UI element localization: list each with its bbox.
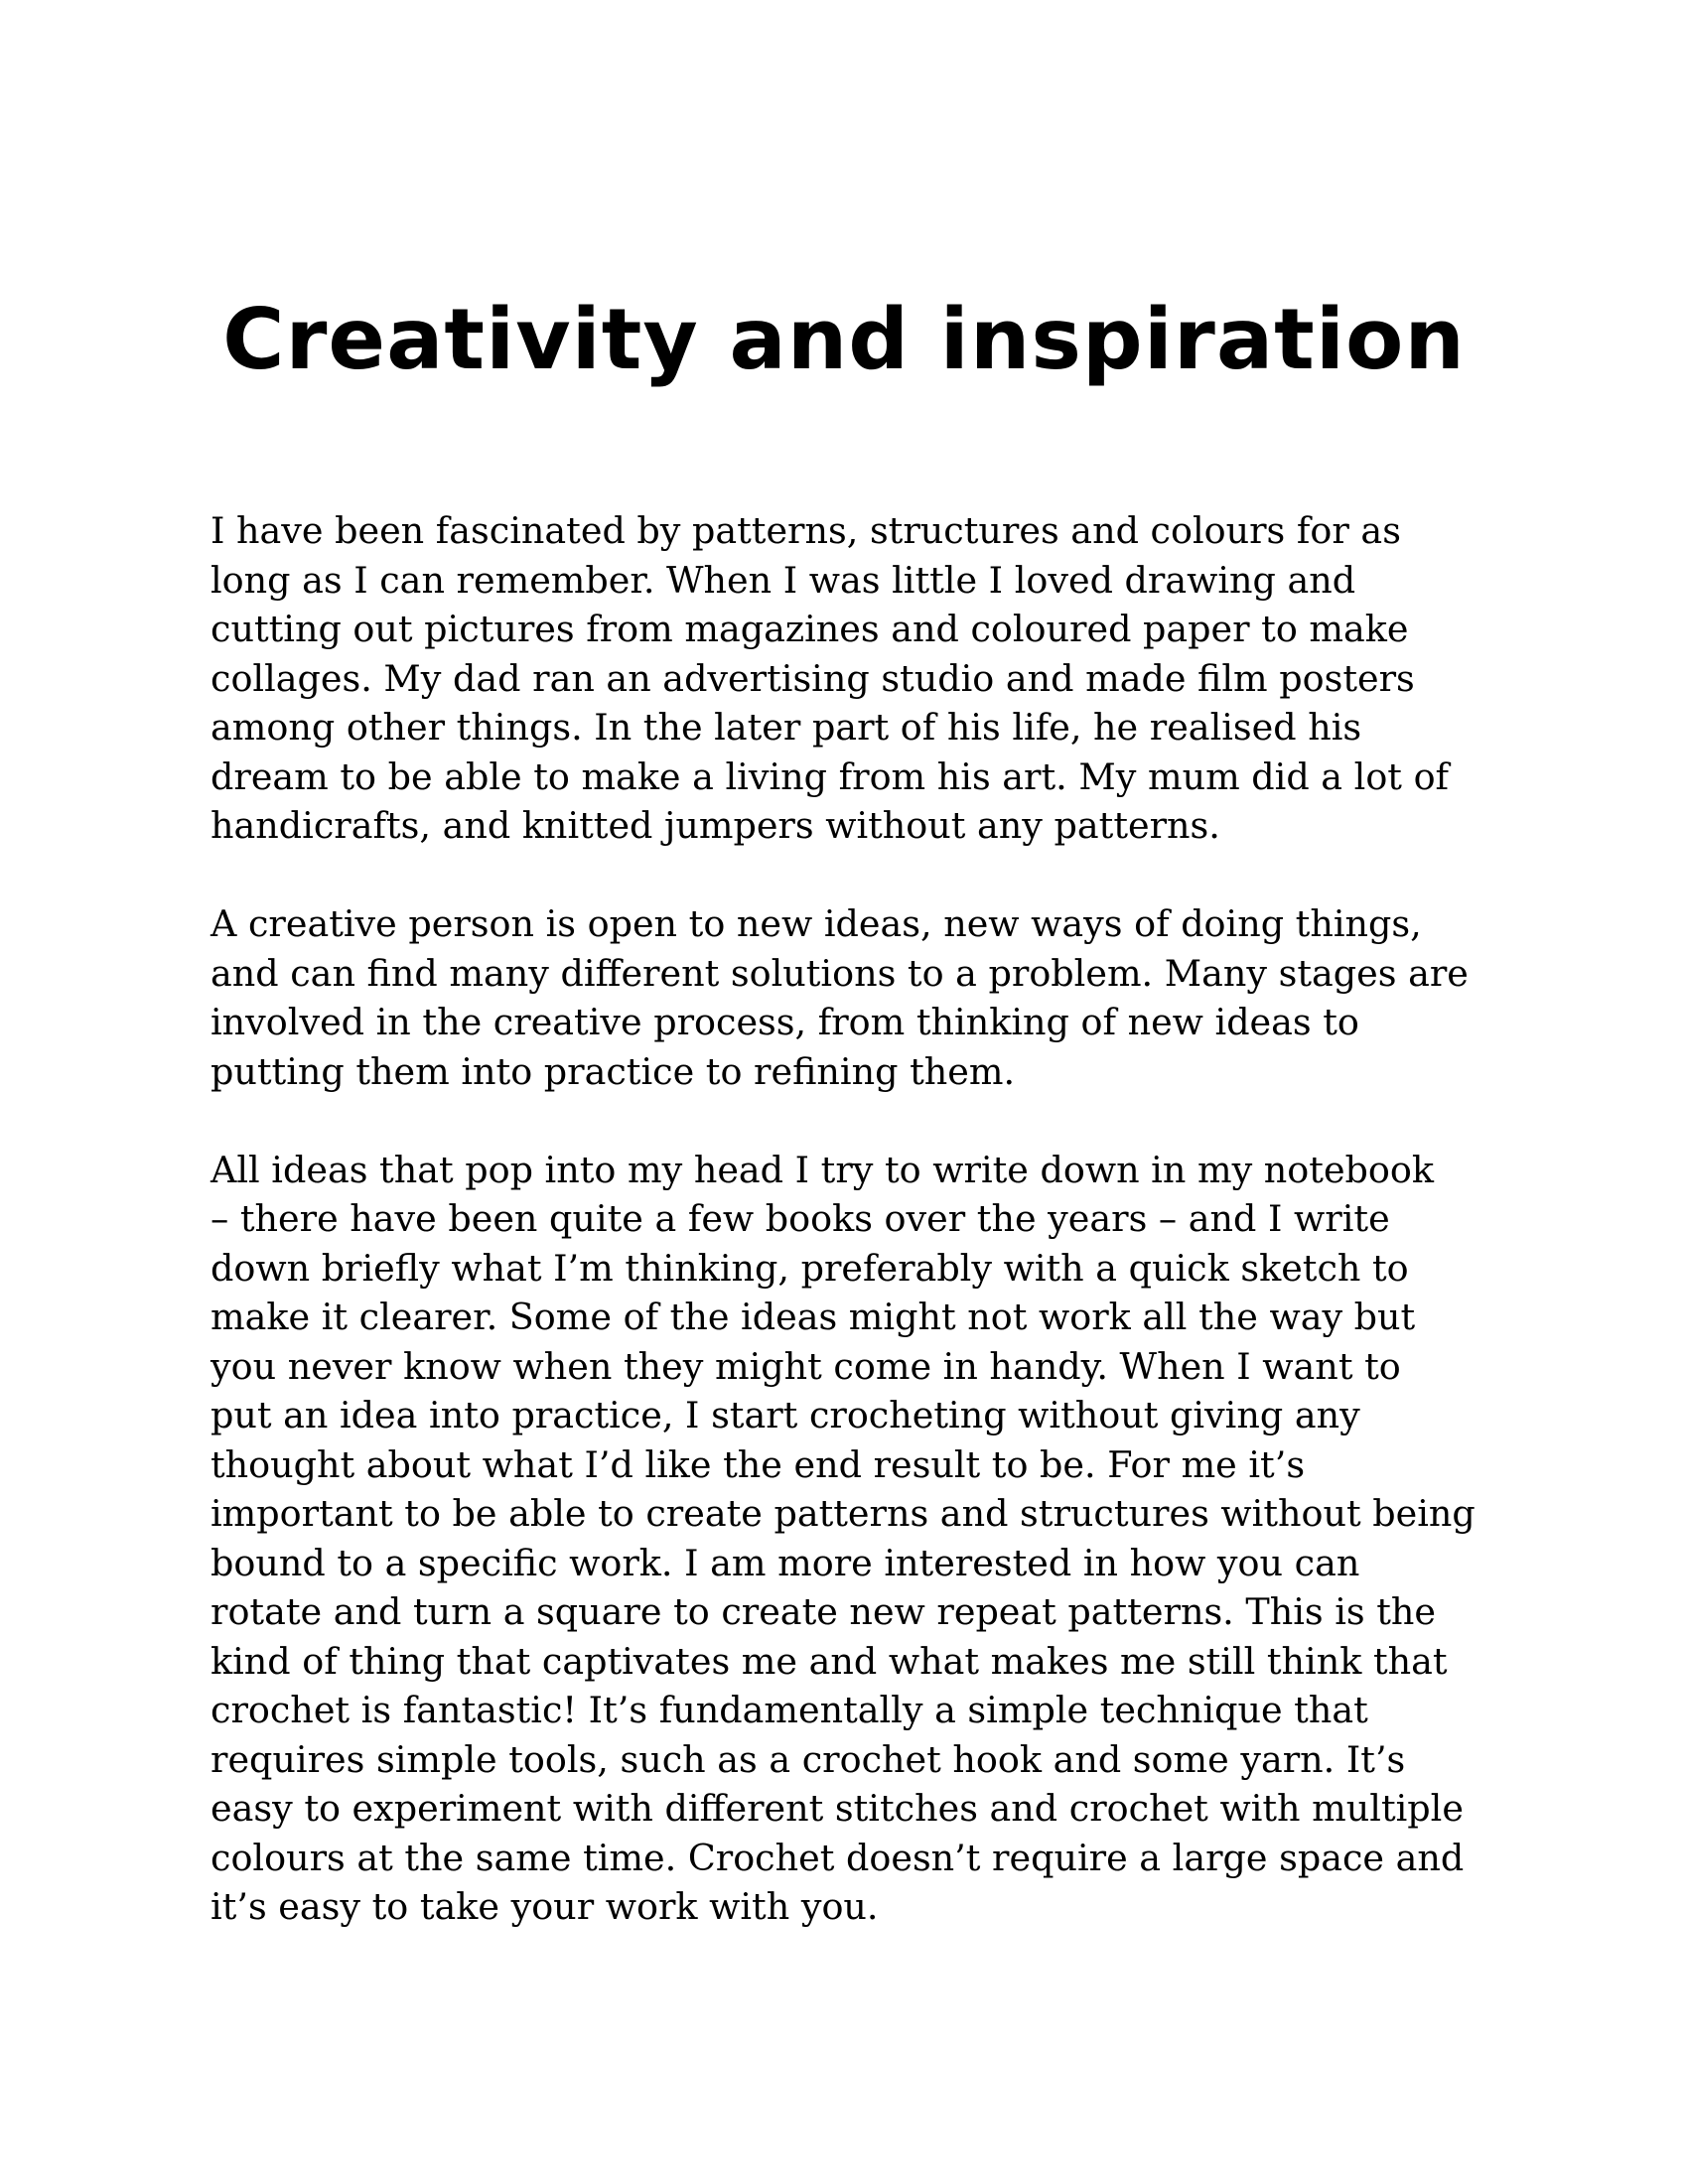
text-line: dream to be able to make a living from his art. My mum did a lot of [211, 754, 1450, 798]
paragraph-spacer [211, 851, 1521, 900]
text-line: put an idea into practice, I start crocheting without giving any [211, 1394, 1360, 1436]
text-line: you never know when they might come in handy. When I want to [211, 1344, 1401, 1388]
text-line: cutting out pictures from magazines and coloured paper to make [211, 608, 1409, 650]
body-text [211, 506, 1521, 1932]
text-line: important to be able to create patterns and structures without being [211, 1492, 1476, 1535]
text-line: kind of thing that captivates me and what makes me still think that [211, 1639, 1448, 1683]
text-line: easy to experiment with different stitches and crochet with multiple [211, 1787, 1464, 1830]
text-line: long as I can remember. When I was little I loved drawing and [211, 558, 1356, 602]
paragraph [211, 1146, 1521, 1932]
text-line: rotate and turn a square to create new repeat patterns. This is the [211, 1590, 1437, 1633]
paragraph-spacer [211, 1096, 1521, 1146]
text-line: colours at the same time. Crochet doesn’t require a large space and [211, 1836, 1465, 1879]
text-line: All ideas that pop into my head I try to write down in my notebook [211, 1148, 1434, 1191]
text-line: down briefly what I’m thinking, preferably with a quick sketch to [211, 1246, 1409, 1290]
text-line: handicrafts, and knitted jumpers without any patterns. [211, 804, 1220, 847]
text-line: collages. My dad ran an advertising studio and made film posters [211, 656, 1415, 700]
text-line: involved in the creative process, from thinking of new ideas to [211, 1001, 1359, 1043]
text-line: – there have been quite a few books over the years – and I write [211, 1197, 1390, 1240]
text-line: and can find many different solutions to a problem. Many stages are [211, 951, 1469, 995]
text-line: I have been fascinated by patterns, structures and colours for as [211, 509, 1401, 552]
text-line: make it clearer. Some of the ideas might not work all the way but [211, 1296, 1416, 1338]
text-line: crochet is fantastic! It’s fundamentally a simple technique that [211, 1689, 1368, 1731]
text-line: A creative person is open to new ideas, new ways of doing things, [211, 902, 1422, 945]
text-line: thought about what I’d like the end result to be. For me it’s [211, 1442, 1306, 1486]
text-line: it’s easy to take your work with you. [211, 1885, 879, 1928]
paragraph [211, 506, 1521, 851]
text-line: putting them into practice to refining them. [211, 1049, 1016, 1093]
page-title: Creativity and inspiration [222, 291, 1466, 389]
text-line: among other things. In the later part of his life, he realised his [211, 706, 1362, 749]
text-line: requires simple tools, such as a crochet hook and some yarn. It’s [211, 1737, 1406, 1781]
paragraph [211, 899, 1521, 1096]
text-line: bound to a specific work. I am more interested in how you can [211, 1541, 1360, 1584]
